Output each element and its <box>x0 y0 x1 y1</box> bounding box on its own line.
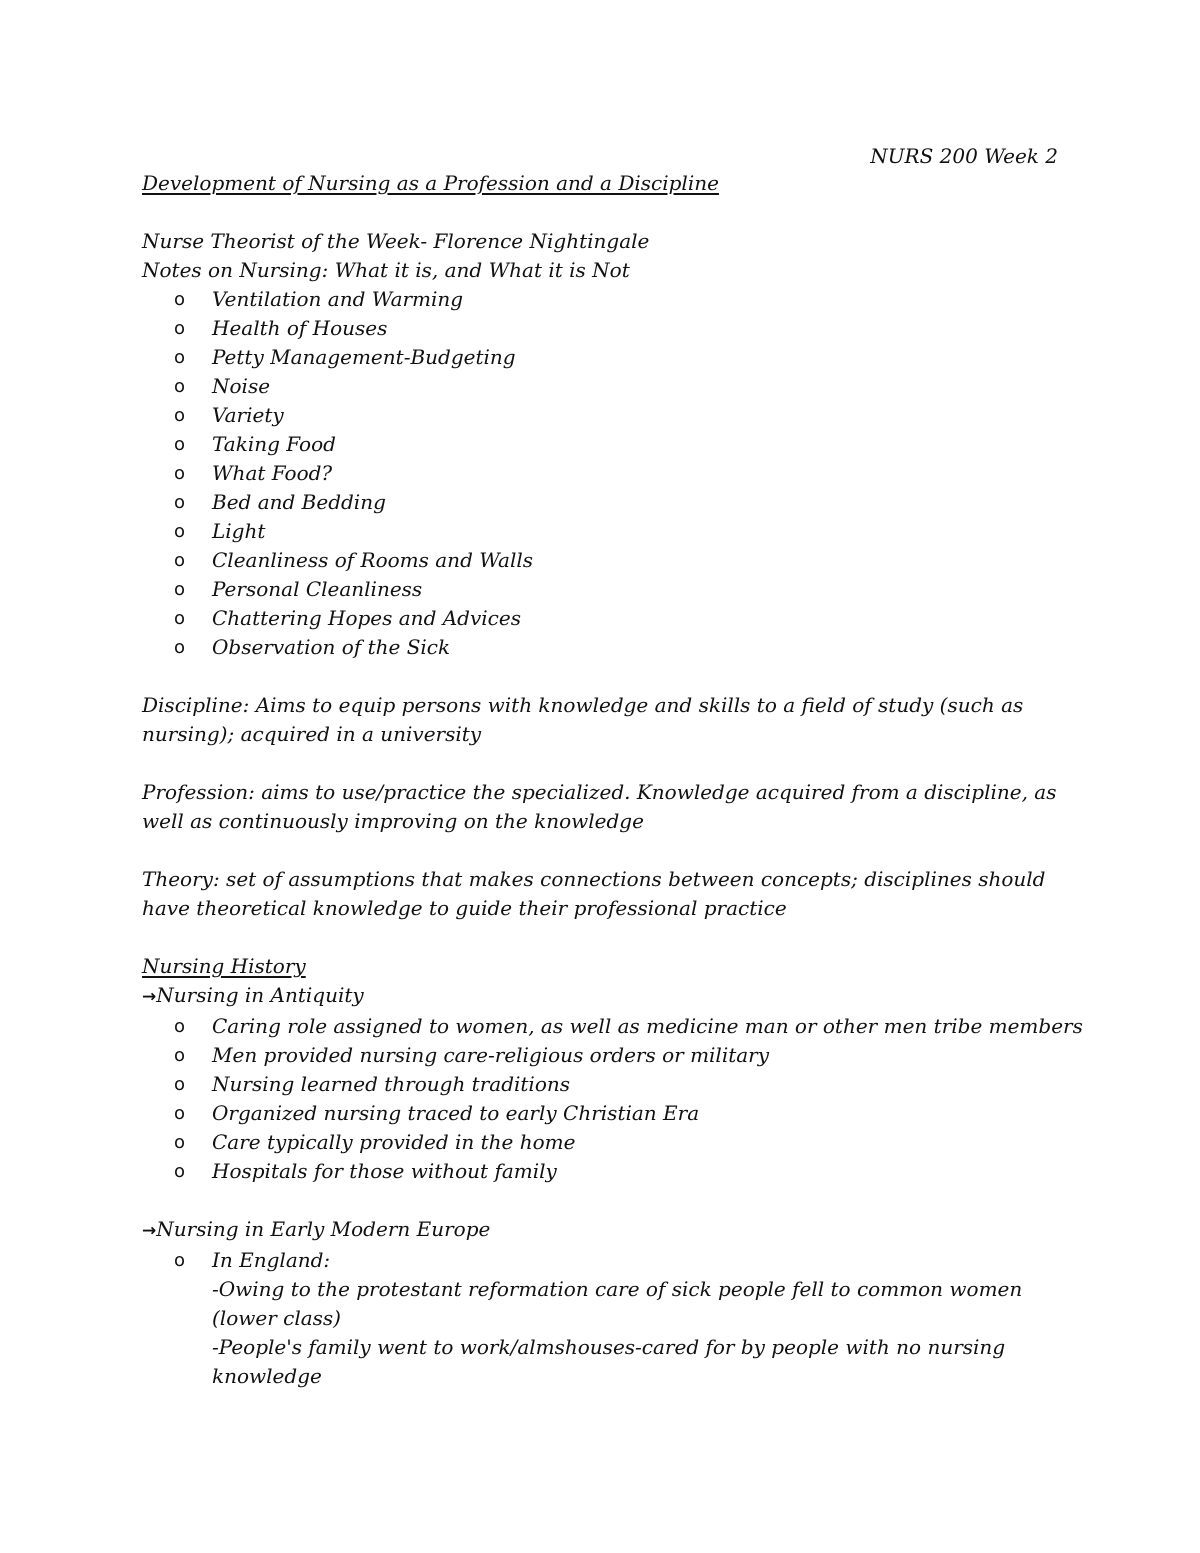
list-item: o Bed and Bedding <box>142 488 1060 517</box>
bullet-icon: o <box>174 1132 186 1153</box>
england-point: -Owing to the protestant reformation care of sick people fell to common women (lower class) <box>212 1277 1023 1330</box>
list-item: o What Food? <box>142 459 1060 488</box>
discipline-definition: Discipline: Aims to equip persons with knowledge and skills to a field of study (such as nursing); acquired in a university <box>142 693 1024 746</box>
bullet-icon: o <box>174 1161 186 1182</box>
theory-definition: Theory: set of assumptions that makes connections between concepts; disciplines should have theoretical knowledge to guide their professional practice <box>142 867 1046 920</box>
bullet-icon: o <box>174 579 186 600</box>
early-modern-list <box>142 1246 1060 1275</box>
notes-title: Notes on Nursing: What it is, and What it is Not <box>142 258 630 282</box>
bullet-icon: o <box>174 463 186 484</box>
list-item: o Health of Houses <box>142 314 1060 343</box>
list-item: o Nursing learned through traditions <box>142 1070 1060 1099</box>
document-body <box>142 169 1083 1391</box>
bullet-icon: o <box>174 318 186 339</box>
list-item: o Men provided nursing care-religious orders or military <box>142 1041 1060 1070</box>
bullet-icon: o <box>174 550 186 571</box>
notes-topic-list <box>142 285 1060 662</box>
bullet-icon: o <box>174 376 186 397</box>
profession-definition: Profession: aims to use/practice the specialized. Knowledge acquired from a discipline, as well as continuously improving on the knowledge <box>142 780 1057 833</box>
spacer <box>142 662 1060 691</box>
list-item: o Observation of the Sick <box>142 633 1060 662</box>
list-item: o Ventilation and Warming <box>142 285 1060 314</box>
arrow-right-icon: → <box>142 987 157 1007</box>
spacer <box>142 836 1060 865</box>
list-item: o Organized nursing traced to early Christian Era <box>142 1099 1060 1128</box>
bullet-icon: o <box>174 608 186 629</box>
bullet-icon: o <box>174 347 186 368</box>
course-header: NURS 200 Week 2 <box>870 144 1058 168</box>
spacer <box>142 749 1060 778</box>
antiquity-list <box>142 1012 1083 1186</box>
theorist-line: Nurse Theorist of the Week- Florence Nightingale <box>142 229 650 253</box>
spacer <box>142 198 1060 227</box>
list-item: o Hospitals for those without family <box>142 1157 1060 1186</box>
history-heading: Nursing History <box>142 954 306 978</box>
bullet-icon: o <box>174 1016 186 1037</box>
bullet-icon: o <box>174 1045 186 1066</box>
england-points <box>142 1275 1060 1391</box>
arrow-right-icon: → <box>142 1221 157 1241</box>
list-item: o Light <box>142 517 1060 546</box>
bullet-icon: o <box>174 637 186 658</box>
england-point: -People's family went to work/almshouses-cared for by people with no nursing knowledge <box>212 1335 1006 1388</box>
list-item: o Caring role assigned to women, as well as medicine man or other men tribe members <box>142 1012 1060 1041</box>
list-item: o Variety <box>142 401 1060 430</box>
bullet-icon: o <box>174 405 186 426</box>
bullet-icon: o <box>174 1103 186 1124</box>
list-item: o Care typically provided in the home <box>142 1128 1060 1157</box>
spacer <box>142 1186 1060 1215</box>
list-item: o In England: <box>142 1246 1060 1275</box>
bullet-icon: o <box>174 492 186 513</box>
list-item: o Personal Cleanliness <box>142 575 1060 604</box>
list-item: o Taking Food <box>142 430 1060 459</box>
antiquity-heading: →Nursing in Antiquity <box>142 983 364 1007</box>
bullet-icon: o <box>174 1250 186 1271</box>
bullet-icon: o <box>174 1074 186 1095</box>
early-modern-heading: →Nursing in Early Modern Europe <box>142 1217 491 1241</box>
bullet-icon: o <box>174 434 186 455</box>
list-item: o Chattering Hopes and Advices <box>142 604 1060 633</box>
spacer <box>142 923 1060 952</box>
list-item: o Noise <box>142 372 1060 401</box>
document-title: Development of Nursing as a Profession and a Discipline <box>142 171 719 195</box>
list-item: o Cleanliness of Rooms and Walls <box>142 546 1060 575</box>
list-item: o Petty Management-Budgeting <box>142 343 1060 372</box>
bullet-icon: o <box>174 289 186 310</box>
bullet-icon: o <box>174 521 186 542</box>
